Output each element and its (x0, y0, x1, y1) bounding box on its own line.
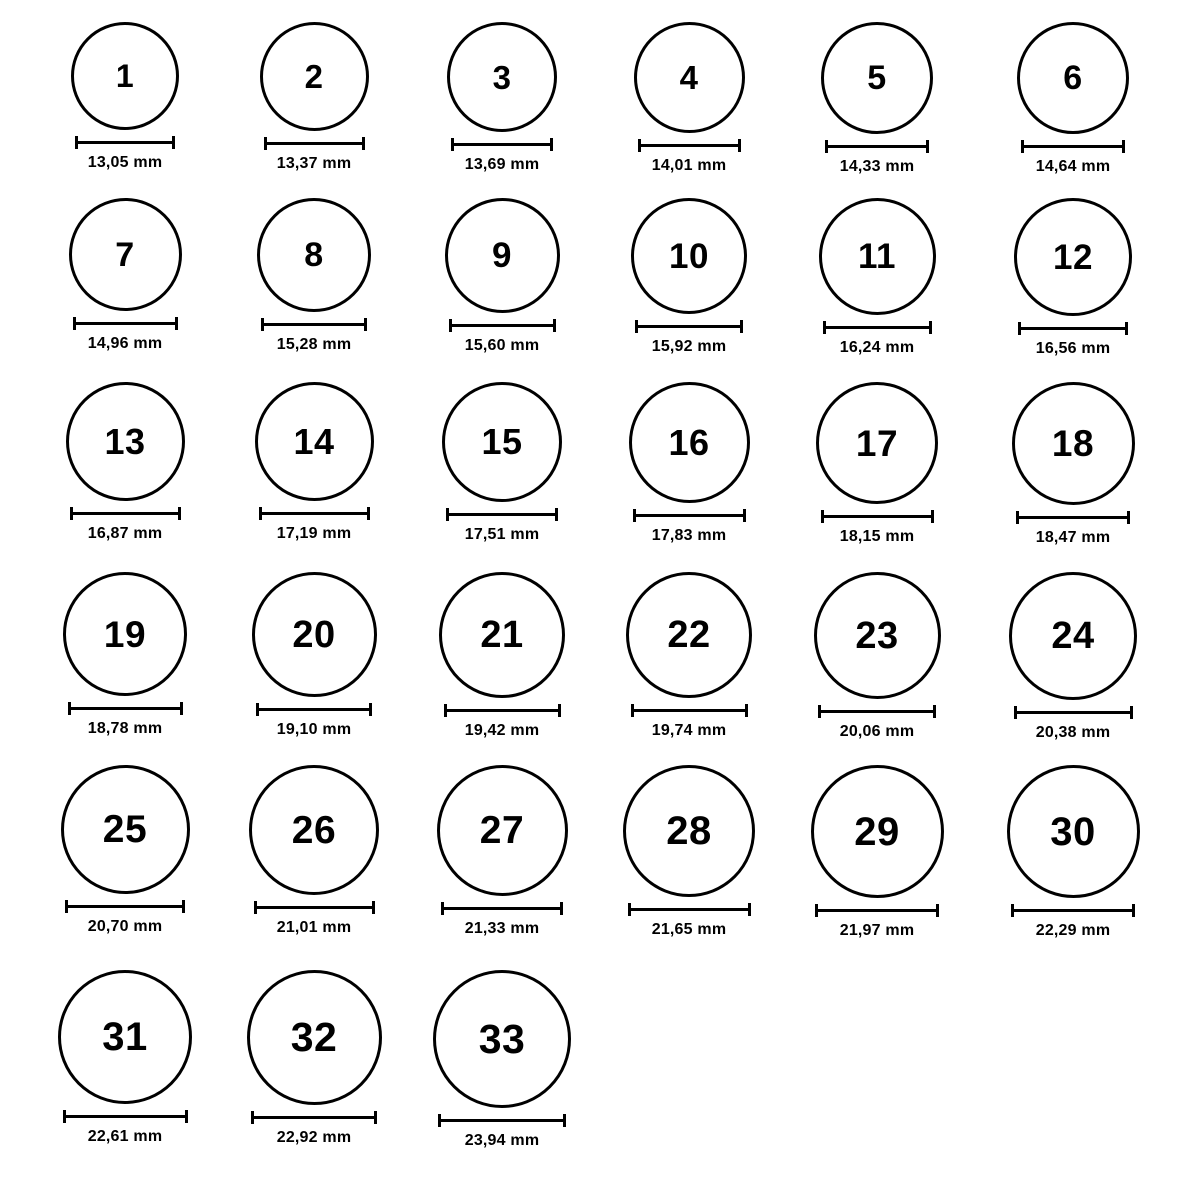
measure-tick-left (446, 508, 449, 521)
measure-tick-right (558, 704, 561, 717)
ring-size-item (817, 22, 937, 176)
measure-tick-left (256, 703, 259, 716)
diameter-measure-bar (68, 702, 183, 714)
ring-size-item (61, 765, 190, 936)
ring-size-item (626, 572, 752, 740)
ring-size-number: 21 (480, 614, 524, 656)
diameter-measure-bar (631, 704, 748, 716)
ring-size-number: 30 (1050, 809, 1096, 854)
ring-circle (442, 382, 562, 502)
ring-size-number: 29 (854, 809, 900, 854)
diameter-measure-bar (254, 901, 375, 913)
measure-tick-left (1021, 140, 1024, 153)
ring-size-item (254, 22, 374, 173)
ring-circle (1012, 382, 1135, 505)
ring-circle (816, 382, 938, 504)
ring-size-number: 12 (1053, 237, 1093, 277)
ring-circle (71, 22, 179, 130)
measure-line (633, 514, 746, 517)
measure-tick-left (444, 704, 447, 717)
diameter-measure-bar (633, 509, 746, 521)
ring-circle (247, 970, 382, 1105)
ring-circle (255, 382, 374, 501)
ring-size-number: 28 (666, 809, 712, 853)
ring-size-item (1013, 22, 1133, 176)
ring-size-number: 9 (492, 236, 512, 275)
ring-size-number: 22 (667, 614, 711, 656)
ring-size-item (816, 382, 938, 546)
ring-size-item (65, 198, 185, 353)
measure-line (821, 515, 934, 518)
ring-size-number: 15 (481, 421, 523, 462)
ring-size-number: 4 (679, 59, 699, 96)
ring-size-number: 32 (290, 1014, 338, 1060)
measure-tick-left (818, 705, 821, 718)
ring-circle (63, 572, 187, 696)
measure-line (75, 141, 175, 144)
measure-tick-right (369, 703, 372, 716)
ring-circle (249, 765, 379, 895)
measure-line (256, 708, 372, 711)
ring-diameter-label: 20,70 mm (87, 918, 163, 935)
ring-diameter-label: 18,15 mm (839, 528, 915, 545)
measure-line (631, 709, 748, 712)
ring-circle (821, 22, 933, 134)
ring-size-item (437, 765, 568, 938)
diameter-measure-bar (823, 321, 932, 333)
ring-diameter-label: 19,42 mm (464, 722, 540, 739)
ring-size-item (817, 198, 937, 357)
ring-circle (1017, 22, 1129, 134)
measure-tick-left (63, 1110, 66, 1123)
measure-line (70, 512, 181, 515)
measure-tick-right (372, 901, 375, 914)
ring-size-number: 13 (104, 420, 146, 462)
diameter-measure-bar (451, 138, 553, 150)
measure-tick-right (929, 321, 932, 334)
ring-diameter-label: 13,37 mm (276, 155, 352, 172)
ring-diameter-label: 22,61 mm (87, 1128, 163, 1145)
measure-tick-left (449, 319, 452, 332)
measure-tick-left (815, 904, 818, 917)
ring-diameter-label: 17,51 mm (464, 526, 540, 543)
ring-circle (260, 22, 369, 131)
ring-size-item (1009, 572, 1137, 742)
measure-tick-right (374, 1111, 377, 1124)
measure-tick-left (1011, 904, 1014, 917)
measure-line (815, 909, 939, 912)
ring-circle (445, 198, 560, 313)
measure-tick-right (555, 508, 558, 521)
ring-diameter-label: 19,10 mm (276, 721, 352, 738)
ring-diameter-label: 21,33 mm (464, 920, 540, 937)
ring-size-item (629, 382, 750, 545)
ring-size-number: 16 (668, 421, 710, 463)
measure-line (438, 1119, 566, 1122)
diameter-measure-bar (446, 508, 558, 520)
ring-diameter-label: 16,24 mm (839, 339, 915, 356)
diameter-measure-bar (63, 1110, 188, 1122)
measure-tick-right (1122, 140, 1125, 153)
diameter-measure-bar (449, 319, 556, 331)
measure-line (63, 1115, 188, 1118)
diameter-measure-bar (70, 507, 181, 519)
measure-tick-right (1127, 511, 1130, 524)
ring-diameter-label: 15,60 mm (464, 337, 540, 354)
measure-line (254, 906, 375, 909)
ring-diameter-label: 14,64 mm (1035, 158, 1111, 175)
measure-tick-left (628, 903, 631, 916)
ring-diameter-label: 19,74 mm (651, 722, 727, 739)
ring-diameter-label: 14,96 mm (87, 335, 163, 352)
diameter-measure-bar (65, 900, 185, 912)
diameter-measure-bar (438, 1114, 566, 1126)
ring-size-item (623, 765, 755, 939)
ring-size-number: 2 (304, 58, 324, 95)
measure-tick-right (553, 319, 556, 332)
ring-circle (439, 572, 565, 698)
ring-size-number: 10 (669, 236, 709, 276)
ring-size-number: 31 (102, 1015, 148, 1059)
measure-tick-right (178, 507, 181, 520)
ring-circle (634, 22, 745, 133)
diameter-measure-bar (815, 904, 939, 916)
measure-line (1018, 327, 1128, 330)
ring-circle (257, 198, 371, 312)
measure-tick-left (254, 901, 257, 914)
measure-line (818, 710, 936, 713)
ring-diameter-label: 20,06 mm (839, 723, 915, 740)
ring-circle (819, 198, 936, 315)
ring-diameter-label: 16,56 mm (1035, 340, 1111, 357)
ring-circle (447, 22, 557, 132)
measure-line (444, 709, 561, 712)
measure-line (1021, 145, 1125, 148)
ring-circle (69, 198, 182, 311)
ring-size-item (629, 198, 749, 356)
measure-tick-left (70, 507, 73, 520)
measure-tick-right (745, 704, 748, 717)
measure-tick-left (264, 137, 267, 150)
measure-tick-right (926, 140, 929, 153)
measure-tick-left (635, 320, 638, 333)
ring-size-number: 18 (1051, 423, 1095, 464)
ring-size-item (811, 765, 944, 940)
diameter-measure-bar (259, 507, 370, 519)
ring-size-number: 19 (103, 613, 147, 655)
ring-diameter-label: 22,92 mm (276, 1129, 352, 1146)
ring-circle (623, 765, 755, 897)
measure-tick-right (550, 138, 553, 151)
measure-line (259, 512, 370, 515)
diameter-measure-bar (1016, 511, 1130, 523)
measure-tick-left (633, 509, 636, 522)
diameter-measure-bar (1021, 140, 1125, 152)
diameter-measure-bar (251, 1111, 377, 1123)
ring-circle (631, 198, 747, 314)
measure-line (73, 322, 178, 325)
measure-tick-right (933, 705, 936, 718)
diameter-measure-bar (75, 136, 175, 148)
measure-line (68, 707, 183, 710)
ring-size-item (814, 572, 941, 741)
measure-line (251, 1116, 377, 1119)
measure-tick-left (1018, 322, 1021, 335)
measure-line (1011, 909, 1135, 912)
ring-diameter-label: 23,94 mm (464, 1132, 540, 1149)
measure-tick-left (75, 136, 78, 149)
ring-size-item (1012, 382, 1135, 547)
ring-size-number: 20 (292, 613, 336, 656)
ring-diameter-label: 16,87 mm (87, 525, 163, 542)
measure-tick-left (1016, 511, 1019, 524)
ring-diameter-label: 22,29 mm (1035, 922, 1111, 939)
measure-tick-right (560, 902, 563, 915)
diameter-measure-bar (825, 140, 929, 152)
measure-tick-right (185, 1110, 188, 1123)
ring-diameter-label: 21,01 mm (276, 919, 352, 936)
measure-tick-right (180, 702, 183, 715)
ring-circle (66, 382, 185, 501)
diameter-measure-bar (1018, 322, 1128, 334)
ring-size-item (252, 572, 377, 739)
ring-size-item (65, 22, 185, 172)
measure-line (1014, 711, 1133, 714)
ring-size-item (247, 970, 382, 1147)
ring-size-number: 8 (304, 236, 324, 274)
diameter-measure-bar (818, 705, 936, 717)
measure-line (264, 142, 365, 145)
ring-size-number: 14 (293, 420, 335, 462)
measure-tick-right (175, 317, 178, 330)
ring-size-item (1007, 765, 1140, 940)
ring-diameter-label: 20,38 mm (1035, 724, 1111, 741)
ring-diameter-label: 15,28 mm (276, 336, 352, 353)
measure-line (1016, 516, 1130, 519)
measure-tick-left (441, 902, 444, 915)
measure-tick-right (936, 904, 939, 917)
measure-tick-left (631, 704, 634, 717)
diameter-measure-bar (1014, 706, 1133, 718)
measure-tick-left (73, 317, 76, 330)
measure-line (446, 513, 558, 516)
measure-tick-left (1014, 706, 1017, 719)
measure-tick-right (172, 136, 175, 149)
ring-size-number: 26 (291, 808, 337, 852)
ring-circle (437, 765, 568, 896)
ring-size-item (442, 382, 562, 544)
ring-diameter-label: 13,05 mm (87, 154, 163, 171)
ring-diameter-label: 21,97 mm (839, 922, 915, 939)
diameter-measure-bar (638, 139, 741, 151)
ring-size-item (1013, 198, 1133, 358)
ring-circle (626, 572, 752, 698)
ring-size-number: 1 (115, 58, 135, 94)
ring-size-number: 3 (492, 58, 512, 96)
ring-size-number: 25 (102, 808, 148, 851)
ring-circle (1007, 765, 1140, 898)
measure-tick-left (68, 702, 71, 715)
measure-line (65, 905, 185, 908)
diameter-measure-bar (628, 903, 751, 915)
measure-tick-right (563, 1114, 566, 1127)
ring-diameter-label: 21,65 mm (651, 921, 727, 938)
ring-size-item (439, 572, 565, 740)
ring-size-number: 17 (855, 422, 899, 464)
diameter-measure-bar (635, 320, 743, 332)
ring-size-item (63, 572, 187, 738)
measure-tick-left (251, 1111, 254, 1124)
ring-diameter-label: 18,47 mm (1035, 529, 1111, 546)
ring-size-number: 23 (855, 614, 899, 657)
ring-size-item (249, 765, 379, 937)
measure-tick-left (65, 900, 68, 913)
measure-tick-right (738, 139, 741, 152)
measure-tick-right (182, 900, 185, 913)
measure-tick-left (825, 140, 828, 153)
ring-size-item (442, 198, 562, 355)
measure-line (628, 908, 751, 911)
ring-diameter-label: 18,78 mm (87, 720, 163, 737)
measure-tick-left (638, 139, 641, 152)
measure-tick-right (748, 903, 751, 916)
ring-diameter-label: 17,19 mm (276, 525, 352, 542)
ring-circle (814, 572, 941, 699)
ring-size-item (442, 22, 562, 174)
measure-line (635, 325, 743, 328)
ring-size-number: 6 (1063, 59, 1083, 97)
ring-diameter-label: 17,83 mm (651, 527, 727, 544)
measure-tick-left (821, 510, 824, 523)
measure-tick-right (1132, 904, 1135, 917)
measure-tick-right (1125, 322, 1128, 335)
ring-circle (252, 572, 377, 697)
measure-tick-left (261, 318, 264, 331)
measure-tick-right (367, 507, 370, 520)
measure-tick-left (259, 507, 262, 520)
measure-line (261, 323, 367, 326)
ring-size-item (629, 22, 749, 175)
ring-circle (1009, 572, 1137, 700)
diameter-measure-bar (1011, 904, 1135, 916)
ring-circle (629, 382, 750, 503)
ring-circle (58, 970, 192, 1104)
diameter-measure-bar (821, 510, 934, 522)
ring-size-item (433, 970, 571, 1150)
ring-circle (811, 765, 944, 898)
ring-size-number: 5 (867, 59, 887, 97)
measure-tick-right (743, 509, 746, 522)
ring-circle (61, 765, 190, 894)
diameter-measure-bar (444, 704, 561, 716)
ring-size-item (65, 382, 185, 543)
measure-tick-right (740, 320, 743, 333)
diameter-measure-bar (73, 317, 178, 329)
measure-tick-right (364, 318, 367, 331)
ring-size-item (58, 970, 192, 1146)
measure-tick-right (362, 137, 365, 150)
ring-size-item (254, 198, 374, 354)
ring-size-number: 11 (858, 237, 896, 276)
measure-line (823, 326, 932, 329)
measure-line (638, 144, 741, 147)
measure-line (441, 907, 563, 910)
diameter-measure-bar (441, 902, 563, 914)
diameter-measure-bar (261, 318, 367, 330)
ring-circle (433, 970, 571, 1108)
ring-diameter-label: 14,33 mm (839, 158, 915, 175)
ring-diameter-label: 15,92 mm (651, 338, 727, 355)
measure-tick-right (931, 510, 934, 523)
measure-tick-left (451, 138, 454, 151)
measure-tick-right (1130, 706, 1133, 719)
diameter-measure-bar (264, 137, 365, 149)
diameter-measure-bar (256, 703, 372, 715)
ring-diameter-label: 14,01 mm (651, 157, 727, 174)
measure-tick-left (823, 321, 826, 334)
ring-diameter-label: 13,69 mm (464, 156, 540, 173)
measure-line (449, 324, 556, 327)
ring-size-number: 27 (479, 809, 525, 852)
measure-tick-left (438, 1114, 441, 1127)
measure-line (825, 145, 929, 148)
ring-size-number: 7 (115, 235, 135, 274)
ring-size-number: 33 (478, 1015, 526, 1062)
ring-size-number: 24 (1051, 615, 1095, 657)
measure-line (451, 143, 553, 146)
ring-circle (1014, 198, 1132, 316)
ring-size-item (254, 382, 374, 543)
